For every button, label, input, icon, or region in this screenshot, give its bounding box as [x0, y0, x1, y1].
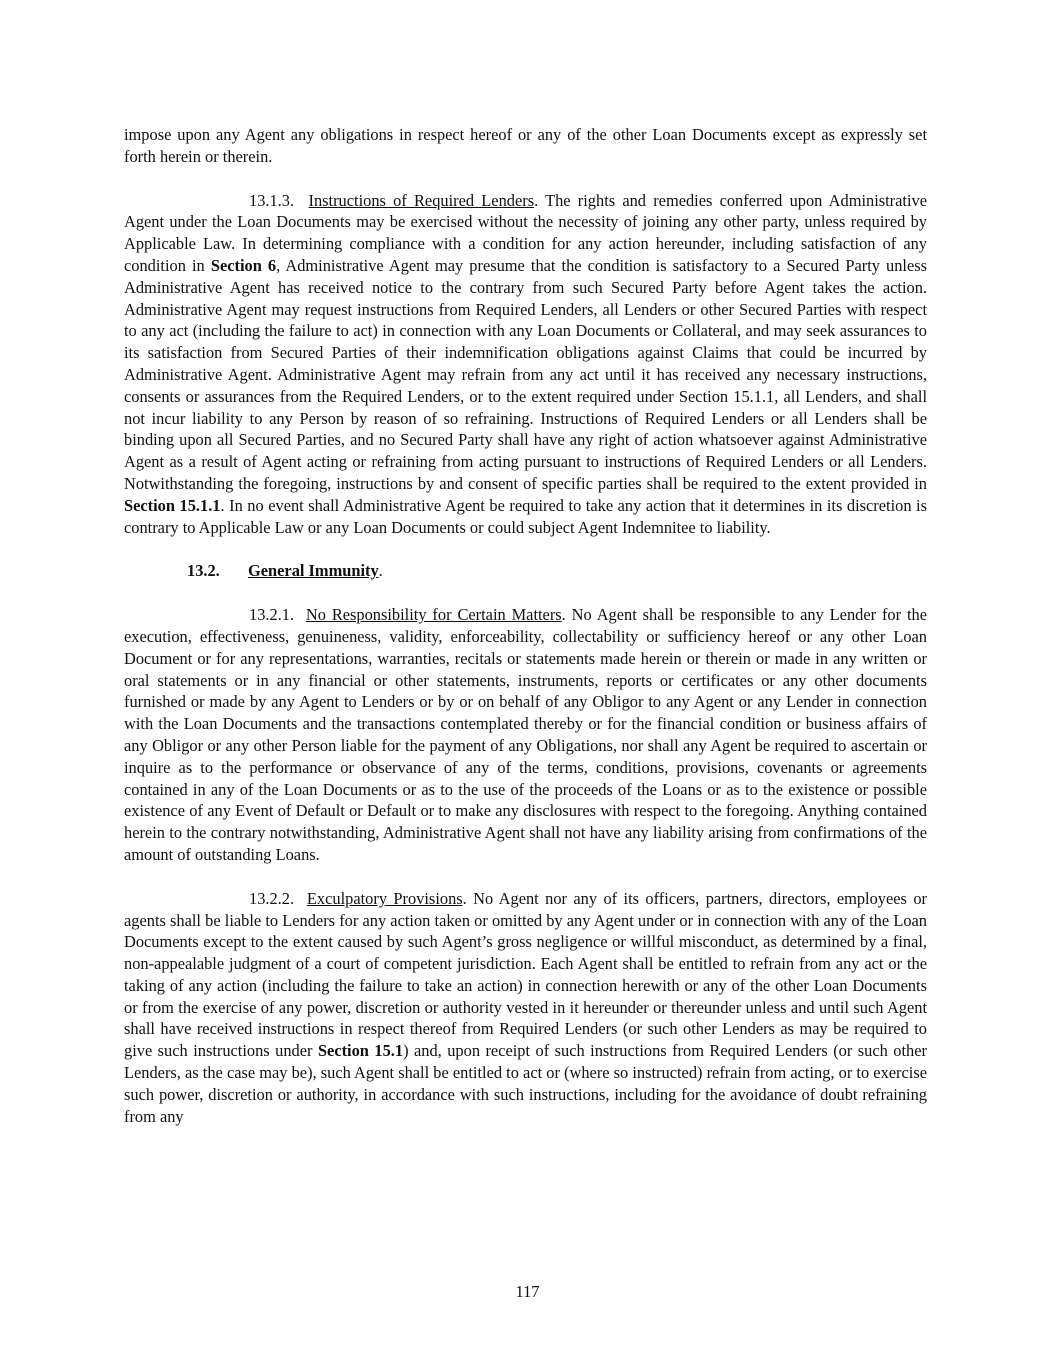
section-13-2-1 — [124, 604, 927, 866]
section-number: 13.2.2. — [249, 888, 295, 908]
section-text: ) and, upon receipt of such instructions from Required Lenders (or such other Lenders, as the case may be), such Agent shall be entitled to act or (where so instructed) refrain from acting, or to exercise such power, discretion or authority, in accordance with such instructions, including for the avoidance of doubt refraining from any — [124, 1041, 927, 1126]
section-text: . The rights and remedies conferred upon Administrative Agent under the Loan Documents may be exercised without the necessity of joining any other party, unless required by Applicable Law. In determining compliance with a condition for any action hereunder, including satisfaction of any condition in — [124, 190, 927, 275]
cross-reference: Section 6 — [210, 255, 277, 275]
intro-paragraph: impose upon any Agent any obligations in respect hereof or any of the other Loan Documents except as expressly set forth herein or therein. — [124, 125, 927, 166]
document-page — [124, 124, 927, 1127]
section-title: Instructions of Required Lenders — [308, 190, 535, 210]
heading-period: . — [378, 561, 383, 581]
section-13-1-3 — [124, 190, 927, 539]
heading-number: 13.2. — [187, 561, 220, 581]
section-number: 13.1.3. — [249, 190, 295, 210]
section-title: No Responsibility for Certain Matters — [305, 605, 562, 625]
page-number: 117 — [515, 1282, 540, 1301]
section-title: Exculpatory Provisions — [306, 888, 463, 908]
section-text: . No Agent nor any of its officers, partners, directors, employees or agents shall be liable to Lenders for any action taken or omitted by any Agent under or in connection with any of the Loan Documents except to the extent caused by such Agent’s gross negligence or willful misconduct, as determined by a final, non-appealable judgment of a court of competent jurisdiction. Each Agent shall be entitled to refrain from any act or the taking of any action (including the failure to take an action) in connection herewith or any of the other Loan Documents or from the exercise of any power, discretion or authority vested in it hereunder or thereunder unless and until such Agent shall have received instructions in respect thereof from Required Lenders (or such other Lenders as may be required to give such instructions under — [124, 888, 927, 1061]
section-text: , Administrative Agent may presume that the condition is satisfactory to a Secured Party unless Administrative Agent has received notice to the contrary from such Secured Party before Agent takes the action. Administrative Agent may request instructions from Required Lenders, all Lenders or other Secured Parties with respect to any act (including the failure to act) in connection with any Loan Documents or Collateral, and may seek assurances to its satisfaction from Secured Parties of their indemnification obligations against Claims that could be incurred by Administrative Agent. Administrative Agent may refrain from any act until it has received any necessary instructions, consents or assurances from the Required Lenders, or to the extent required under Section 15.1.1, all Lenders, and shall not incur liability to any Person by reason of so refraining. Instructions of Required Lenders or all Lenders shall be binding upon all Secured Parties, and no Secured Party shall have any right of action whatsoever against Administrative Agent as a result of Agent acting or refraining from acting pursuant to instructions of Required Lenders or all Lenders. Notwithstanding the foregoing, instructions by and consent of specific parties shall be required to the extent provided in — [124, 255, 927, 493]
section-text: . No Agent shall be responsible to any Lender for the execution, effectiveness, genuineness, validity, enforceability, collectability or sufficiency hereof or any other Loan Document or for any representations, warranties, recitals or statements made herein or therein or made in any written or oral statements or in any financial or other statements, instruments, reports or certificates or any other documents furnished or made by any Agent to Lenders or by or on behalf of any Obligor to any Agent or any Lender in connection with the Loan Documents and the transactions contemplated thereby or for the financial condition or business affairs of any Obligor or any other Person liable for the payment of any Obligations, nor shall any Agent be required to ascertain or inquire as to the performance or observance of any of the terms, conditions, provisions, covenants or agreements contained in any of the Loan Documents or as to the use of the proceeds of the Loans or as to the existence or possible existence of any Event of Default or Default or to make any disclosures with respect to the foregoing. Anything contained herein to the contrary notwithstanding, Administrative Agent shall not have any liability arising from confirmations of the amount of outstanding Loans. — [124, 605, 927, 864]
section-text: . In no event shall Administrative Agent be required to take any action that it determines in its discretion is contrary to Applicable Law or any Loan Documents or could subject Agent Indemnitee to liability. — [124, 495, 927, 537]
cross-reference: Section 15.1.1 — [124, 495, 221, 515]
cross-reference: Section 15.1 — [317, 1041, 404, 1061]
section-13-2-2 — [124, 888, 927, 1128]
heading-title: General Immunity — [248, 561, 379, 581]
section-heading-13-2 — [124, 560, 927, 582]
section-number: 13.2.1. — [249, 605, 295, 625]
